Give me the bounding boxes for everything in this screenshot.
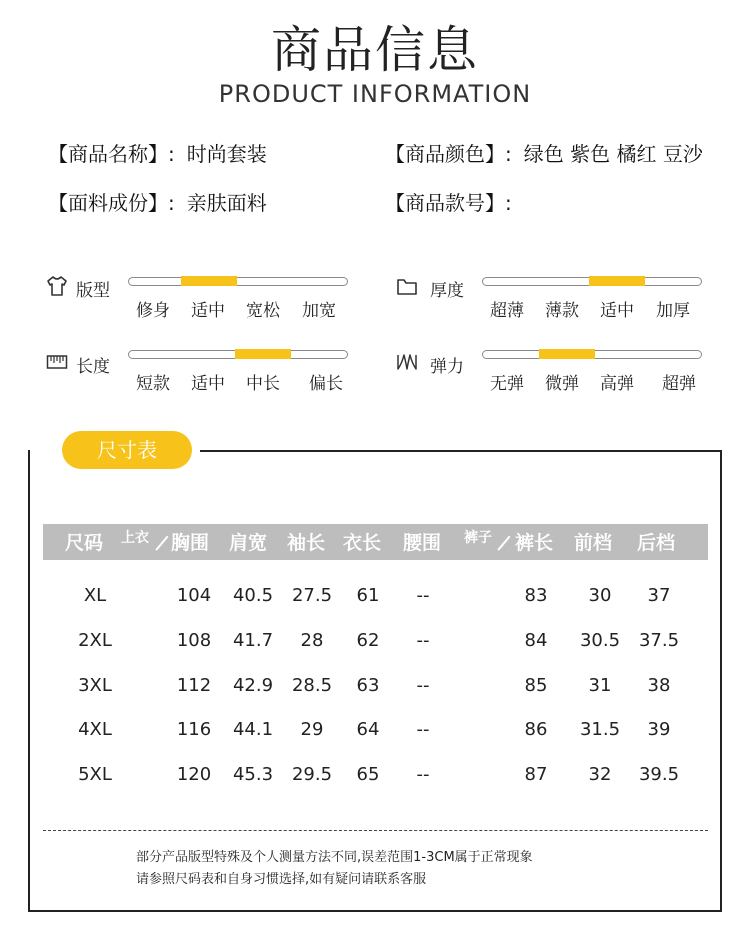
shirt-icon <box>46 275 68 297</box>
size-note-line-1: 部分产品版型特殊及个人测量方法不同,误差范围1-3CM属于正常现象 <box>136 850 533 865</box>
product-color-value: 绿色 紫色 橘红 豆沙 <box>523 142 703 166</box>
th-size: 尺码 <box>64 532 103 554</box>
table-cell: 39 <box>647 719 671 740</box>
table-cell: 108 <box>176 630 212 651</box>
table-cell: 4XL <box>78 719 112 740</box>
product-name-row <box>48 138 267 167</box>
table-cell: 41.7 <box>232 630 274 651</box>
fabric-label: 【面料成份】: <box>48 191 175 215</box>
model-number-row <box>385 187 512 216</box>
table-cell: 112 <box>176 675 212 696</box>
table-cell: 116 <box>176 719 212 740</box>
table-cell: 62 <box>356 630 380 651</box>
elasticity-tick-2: 微弹 <box>545 374 579 394</box>
fabric-value: 亲肤面料 <box>186 191 267 215</box>
table-cell: 120 <box>176 764 212 785</box>
table-cell: 44.1 <box>232 719 274 740</box>
length-tick-3: 中长 <box>246 374 280 394</box>
table-cell: 28.5 <box>291 675 333 696</box>
table-cell: 42.9 <box>232 675 274 696</box>
th-front-rise: 前档 <box>573 532 612 554</box>
table-cell: 30.5 <box>579 630 621 651</box>
thickness-scale-fill <box>589 276 645 286</box>
table-cell: -- <box>416 585 430 606</box>
th-waist: 腰围 <box>402 532 441 554</box>
page-subtitle: PRODUCT INFORMATION <box>218 80 532 108</box>
product-name-value: 时尚套装 <box>186 142 267 166</box>
table-cell: 28 <box>300 630 324 651</box>
table-cell: 45.3 <box>232 764 274 785</box>
th-back-rise: 后档 <box>636 532 675 554</box>
fit-scale-fill <box>181 276 237 286</box>
attr-length-label: 长度 <box>76 357 110 377</box>
table-cell: 31.5 <box>579 719 621 740</box>
table-cell: 39.5 <box>638 764 680 785</box>
table-cell: 32 <box>588 764 612 785</box>
table-cell: -- <box>416 630 430 651</box>
elasticity-scale-fill <box>539 349 595 359</box>
table-cell: 37.5 <box>638 630 680 651</box>
table-cell: 3XL <box>78 675 112 696</box>
size-note-line-2: 请参照尺码表和自身习惯选择,如有疑问请联系客服 <box>136 872 427 887</box>
fit-tick-1: 修身 <box>136 301 170 321</box>
th-sleeve: 袖长 <box>286 532 325 554</box>
folder-icon <box>396 275 418 297</box>
size-table-header <box>43 524 708 560</box>
length-scale-fill <box>235 349 291 359</box>
attr-elasticity-label: 弹力 <box>430 357 464 377</box>
fit-scale-track <box>128 277 348 286</box>
table-cell: 65 <box>356 764 380 785</box>
ruler-icon <box>46 351 68 373</box>
product-name-label: 【商品名称】: <box>48 142 175 166</box>
attr-fit-label: 版型 <box>76 281 110 301</box>
table-cell: 30 <box>588 585 612 606</box>
elasticity-tick-1: 无弹 <box>490 374 524 394</box>
elasticity-tick-4: 超弹 <box>662 374 696 394</box>
elastic-wave-icon <box>396 351 418 373</box>
th-top-group: 上衣 <box>121 530 149 546</box>
table-cell: 85 <box>524 675 548 696</box>
table-cell: -- <box>416 764 430 785</box>
table-cell: 83 <box>524 585 548 606</box>
table-cell: 29.5 <box>291 764 333 785</box>
product-color-row <box>385 138 703 167</box>
length-tick-4: 偏长 <box>309 374 343 394</box>
table-divider <box>43 830 708 831</box>
table-cell: 37 <box>647 585 671 606</box>
th-length: 衣长 <box>342 532 381 554</box>
attr-thickness-label: 厚度 <box>430 281 464 301</box>
table-cell: 87 <box>524 764 548 785</box>
thickness-tick-3: 适中 <box>600 301 634 321</box>
length-scale-track <box>128 350 348 359</box>
product-color-label: 【商品颜色】: <box>385 142 512 166</box>
table-cell: 86 <box>524 719 548 740</box>
table-cell: -- <box>416 675 430 696</box>
table-cell: 84 <box>524 630 548 651</box>
fit-tick-4: 加宽 <box>302 301 336 321</box>
elasticity-tick-3: 高弹 <box>600 374 634 394</box>
size-table-tab: 尺寸表 <box>62 431 192 469</box>
elasticity-scale-track <box>482 350 702 359</box>
fit-tick-2: 适中 <box>191 301 225 321</box>
length-tick-2: 适中 <box>191 374 225 394</box>
table-cell: 64 <box>356 719 380 740</box>
fabric-row <box>48 187 267 216</box>
table-cell: 27.5 <box>291 585 333 606</box>
table-cell: 31 <box>588 675 612 696</box>
table-cell: 38 <box>647 675 671 696</box>
table-cell: 2XL <box>78 630 112 651</box>
length-tick-1: 短款 <box>136 374 170 394</box>
table-cell: 40.5 <box>232 585 274 606</box>
table-cell: 63 <box>356 675 380 696</box>
table-cell: 5XL <box>78 764 112 785</box>
th-pants-length: 裤长 <box>514 532 553 554</box>
thickness-tick-4: 加厚 <box>656 301 690 321</box>
th-shoulder: 肩宽 <box>228 532 267 554</box>
fit-tick-3: 宽松 <box>246 301 280 321</box>
table-cell: 104 <box>176 585 212 606</box>
table-cell: 61 <box>356 585 380 606</box>
th-pants-group: 裤子 <box>464 530 492 546</box>
th-chest: 胸围 <box>170 532 209 554</box>
table-cell: -- <box>416 719 430 740</box>
thickness-tick-1: 超薄 <box>490 301 524 321</box>
model-number-label: 【商品款号】: <box>385 191 512 215</box>
thickness-tick-2: 薄款 <box>545 301 579 321</box>
table-cell: XL <box>83 585 107 606</box>
thickness-scale-track <box>482 277 702 286</box>
page-title: 商品信息 <box>271 21 479 79</box>
table-cell: 29 <box>300 719 324 740</box>
